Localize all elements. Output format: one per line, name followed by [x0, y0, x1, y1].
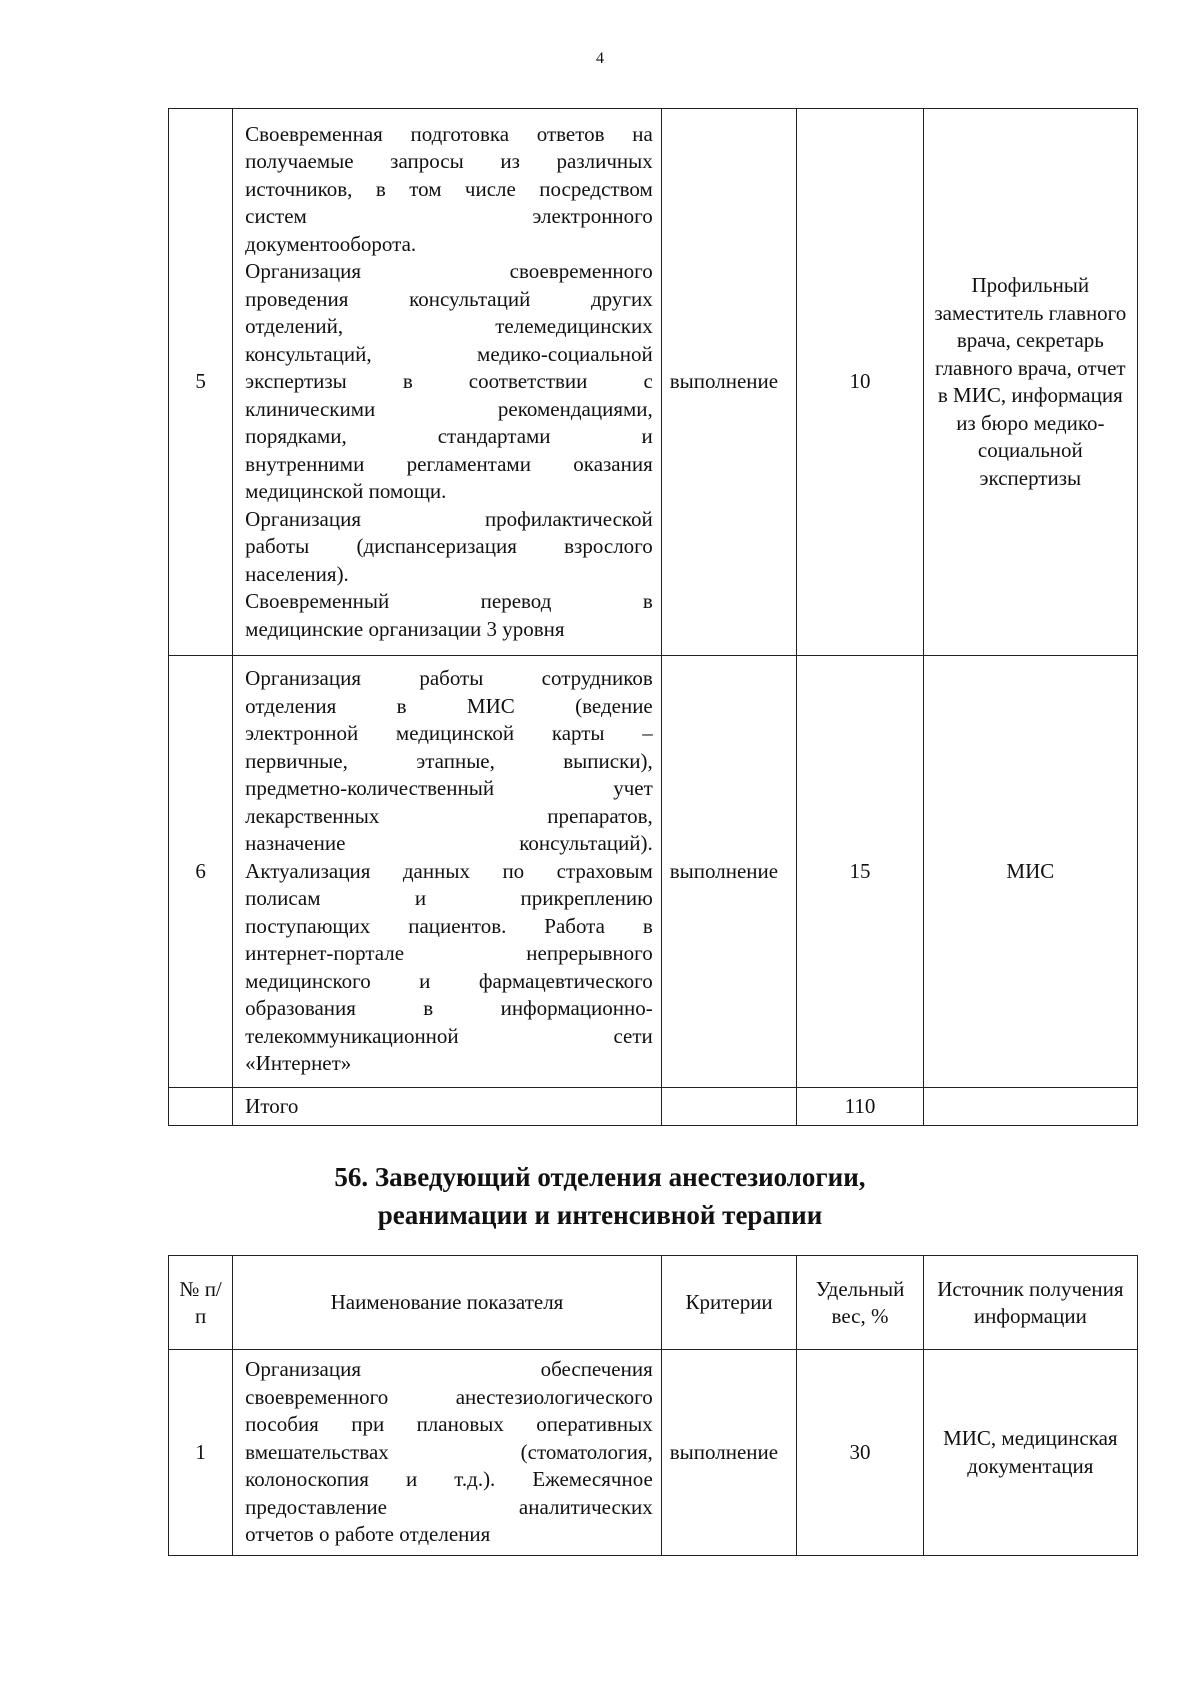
description-line: отчетов о работе отделения: [245, 1522, 491, 1547]
description-line: своевременного анестезиологического: [245, 1384, 653, 1409]
empty-cell: [169, 1088, 233, 1126]
description-line: назначение консультаций).: [245, 831, 653, 856]
description-line: «Интернет»: [245, 1051, 352, 1076]
indicator-description: [233, 109, 662, 656]
section-heading-line2: реанимации и интенсивной терапии: [377, 1200, 823, 1230]
description-line: лекарственных препаратов,: [245, 803, 653, 828]
page-number: 4: [596, 50, 604, 67]
source-cell: МИС: [923, 656, 1137, 1088]
description-line: телекоммуникационной сети: [245, 1023, 653, 1048]
table-row: [169, 656, 1138, 1088]
description-line: Своевременный перевод в: [245, 589, 653, 614]
row-number: 5: [169, 109, 233, 656]
source-cell: МИС, медицинская документация: [923, 1350, 1137, 1556]
header-name: Наименование показателя: [233, 1256, 662, 1350]
description-line: Организация профилактической: [245, 506, 653, 531]
description-line: отделений, телемедицинских: [245, 314, 653, 339]
description-line: порядками, стандартами и: [245, 424, 653, 449]
description-line: Организация своевременного: [245, 259, 653, 284]
description-line: населения).: [245, 561, 349, 586]
source-cell: Профильный заместитель главного врача, секретарь главного врача, отчет в МИС, информация из бюро медико-социальной экспертизы: [923, 109, 1137, 656]
indicator-description: [233, 1350, 662, 1556]
total-weight: 110: [797, 1088, 923, 1126]
description-line: образования в информационно-: [245, 996, 653, 1021]
header-criteria: Критерии: [661, 1256, 797, 1350]
description-line: консультаций, медико-социальной: [245, 341, 653, 366]
description-line: источников, в том числе посредством: [245, 176, 653, 201]
description-line: отделения в МИС (ведение: [245, 693, 653, 718]
header-number: № п/п: [169, 1256, 233, 1350]
description-line: проведения консультаций других: [245, 286, 653, 311]
description-line: колоноскопия и т.д.). Ежемесячное: [245, 1467, 653, 1492]
weight-cell: 30: [797, 1350, 923, 1556]
indicators-table-continued: [168, 108, 1138, 1126]
empty-cell: [923, 1088, 1137, 1126]
description-line: пособия при плановых оперативных: [245, 1412, 653, 1437]
weight-cell: 15: [797, 656, 923, 1088]
description-line: клиническими рекомендациями,: [245, 396, 653, 421]
row-number: 6: [169, 656, 233, 1088]
criteria-cell: выполнение: [661, 1350, 797, 1556]
header-row: [169, 1256, 1138, 1350]
description-line: полисам и прикреплению: [245, 886, 653, 911]
description-line: интернет-портале непрерывного: [245, 941, 653, 966]
indicator-description: [233, 656, 662, 1088]
total-label: Итого: [233, 1088, 662, 1126]
section-heading-line1: 56. Заведующий отделения анестезиологии,: [334, 1162, 866, 1192]
description-line: получаемые запросы из различных: [245, 149, 653, 174]
section-heading: [0, 1158, 1200, 1234]
description-line: вмешательствах (стоматология,: [245, 1439, 653, 1464]
description-line: внутренними регламентами оказания: [245, 451, 653, 476]
header-source: Источник получения информации: [923, 1256, 1137, 1350]
description-line: медицинской помощи.: [245, 479, 447, 504]
description-line: первичные, этапные, выписки),: [245, 748, 653, 773]
description-line: предметно-количественный учет: [245, 776, 653, 801]
total-row: [169, 1088, 1138, 1126]
description-line: экспертизы в соответствии с: [245, 369, 653, 394]
weight-cell: 10: [797, 109, 923, 656]
indicators-table: [168, 1255, 1138, 1556]
description-line: документооборота.: [245, 231, 417, 256]
table-row: [169, 109, 1138, 656]
description-line: Своевременная подготовка ответов на: [245, 121, 653, 146]
description-line: Организация работы сотрудников: [245, 666, 653, 691]
description-line: электронной медицинской карты –: [245, 721, 653, 746]
table-row: [169, 1350, 1138, 1556]
description-line: поступающих пациентов. Работа в: [245, 913, 653, 938]
description-line: Актуализация данных по страховым: [245, 858, 653, 883]
header-weight: Удельный вес, %: [797, 1256, 923, 1350]
criteria-cell: выполнение: [661, 656, 797, 1088]
criteria-cell: выполнение: [661, 109, 797, 656]
row-number: 1: [169, 1350, 233, 1556]
description-line: предоставление аналитических: [245, 1494, 653, 1519]
description-line: работы (диспансеризация взрослого: [245, 534, 653, 559]
empty-cell: [661, 1088, 797, 1126]
description-line: Организация обеспечения: [245, 1357, 653, 1382]
description-line: медицинского и фармацевтического: [245, 968, 653, 993]
description-line: медицинские организации 3 уровня: [245, 616, 565, 641]
description-line: систем электронного: [245, 204, 653, 229]
